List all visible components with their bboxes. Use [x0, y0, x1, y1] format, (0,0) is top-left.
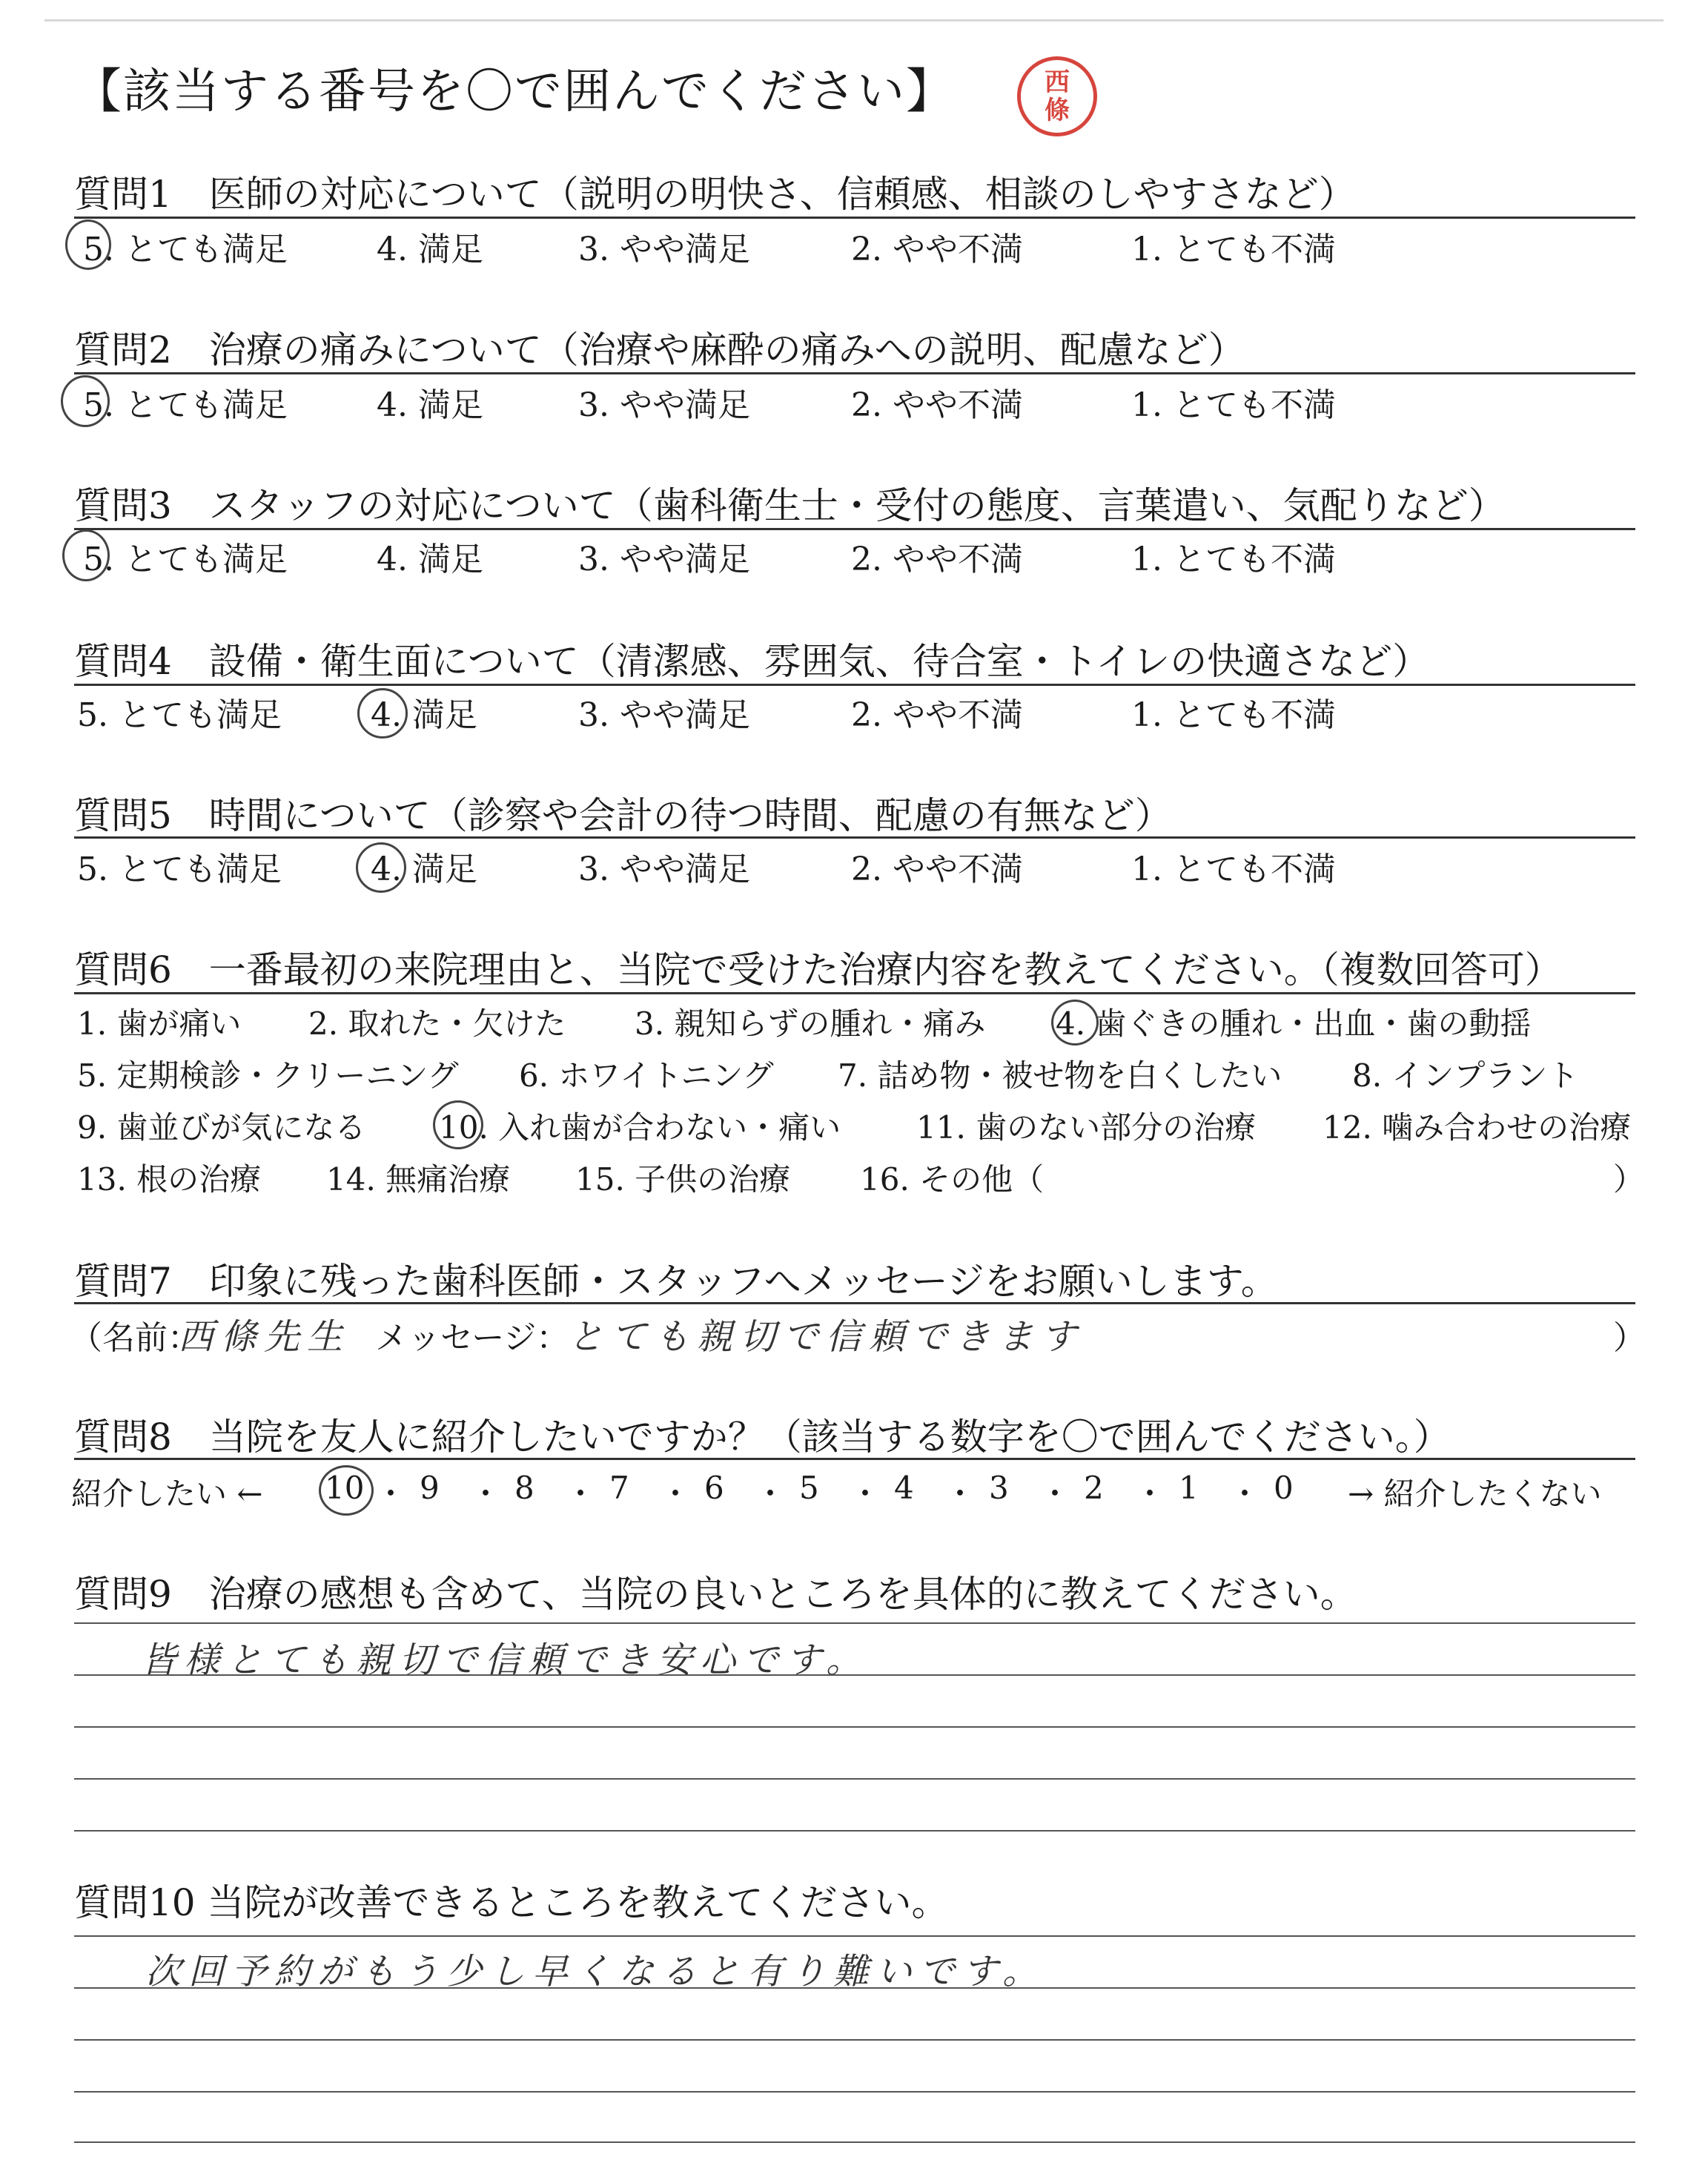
q2-option-4[interactable]: 4. 満足: [377, 386, 483, 424]
q8-scale-separator: ・: [470, 1476, 502, 1512]
stamp-char-1: 西: [1045, 67, 1070, 97]
question-5-title: 質問5 時間について（診察や会計の待つ時間、配慮の有無など）: [74, 794, 1172, 837]
q7-name-value[interactable]: 西條先生: [178, 1316, 351, 1358]
q3-selection-circle: [62, 529, 110, 581]
q2-selection-circle: [61, 375, 110, 427]
q3-option-5[interactable]: 5. とても満足: [83, 541, 288, 578]
q6-item-1[interactable]: 1. 歯が痛い: [77, 1005, 242, 1042]
q9-line-5: [74, 1830, 1635, 1832]
q2-option-3[interactable]: 3. やや満足: [578, 386, 750, 424]
q6-item-7[interactable]: 7. 詰め物・被せ物を白くしたい: [838, 1057, 1282, 1094]
q8-scale-value-6[interactable]: 6: [704, 1470, 724, 1506]
q5-option-2[interactable]: 2. やや不満: [851, 851, 1023, 888]
q10-line-4: [74, 2091, 1635, 2093]
question-2-rule: [74, 372, 1635, 374]
q8-scale-separator: ・: [850, 1476, 881, 1512]
q9-line-4: [74, 1778, 1635, 1780]
q7-message-label: メッセージ：: [375, 1319, 569, 1357]
page-title: 【該当する番号を〇で囲んでください】: [74, 65, 955, 119]
q6-item-5[interactable]: 5. 定期検診・クリーニング: [77, 1057, 459, 1094]
q3-option-4[interactable]: 4. 満足: [377, 541, 483, 578]
q10-answer[interactable]: 次回予約がもう少し早くなると有り難いです。: [145, 1951, 1046, 1992]
question-1-title: 質問1 医師の対応について（説明の明快さ、信頼感、相談のしやすさなど）: [74, 173, 1356, 216]
question-7-title: 質問7 印象に残った歯科医師・スタッフへメッセージをお願いします。: [74, 1260, 1278, 1303]
q4-option-3[interactable]: 3. やや満足: [578, 696, 750, 734]
q7-name-label: （名前：: [70, 1319, 200, 1357]
q6-other-close-paren: ）: [1613, 1161, 1645, 1198]
q8-scale-separator: ・: [944, 1476, 976, 1512]
q6-item-15[interactable]: 15. 子供の治療: [575, 1161, 791, 1198]
q8-scale-separator: ・: [565, 1476, 597, 1512]
q1-option-2[interactable]: 2. やや不満: [851, 231, 1023, 268]
q9-line-3: [74, 1726, 1635, 1728]
q10-line-1: [74, 1935, 1635, 1937]
q8-scale-separator: ・: [660, 1476, 692, 1512]
stamp-char-2: 條: [1045, 96, 1070, 125]
q6-item-11[interactable]: 11. 歯のない部分の治療: [916, 1109, 1257, 1146]
q8-scale-value-9[interactable]: 9: [420, 1470, 440, 1506]
q1-option-5[interactable]: 5. とても満足: [83, 231, 288, 268]
q8-scale-separator: ・: [1134, 1476, 1166, 1512]
question-10-title: 質問10 当院が改善できるところを教えてください。: [74, 1881, 949, 1924]
question-9-title: 質問9 治療の感想も含めて、当院の良いところを具体的に教えてください。: [74, 1573, 1357, 1616]
q6-item-13[interactable]: 13. 根の治療: [77, 1161, 262, 1198]
question-8-rule: [74, 1458, 1635, 1460]
q8-scale-value-10[interactable]: 10: [325, 1470, 365, 1506]
q8-scale-value-1[interactable]: 1: [1179, 1470, 1199, 1506]
q6-item-8[interactable]: 8. インプラント: [1352, 1057, 1579, 1094]
q10-line-3: [74, 2039, 1635, 2041]
q5-option-3[interactable]: 3. やや満足: [578, 851, 750, 888]
q9-line-1: [74, 1622, 1635, 1624]
q6-selection-circle-10: [433, 1100, 483, 1149]
question-4-rule: [74, 684, 1635, 686]
q1-option-4[interactable]: 4. 満足: [377, 231, 483, 268]
question-4-title: 質問4 設備・衛生面について（清潔感、雰囲気、待合室・トイレの快適さなど）: [74, 640, 1430, 683]
q8-scale-value-2[interactable]: 2: [1084, 1470, 1104, 1506]
q8-scale-value-8[interactable]: 8: [514, 1470, 534, 1506]
question-1-rule: [74, 217, 1635, 219]
question-5-rule: [74, 836, 1635, 839]
q5-selection-circle: [356, 842, 406, 893]
q8-scale-value-0[interactable]: 0: [1274, 1470, 1294, 1506]
q6-item-4[interactable]: 4. 歯ぐきの腫れ・出血・歯の動揺: [1056, 1005, 1532, 1042]
q8-selection-circle: [319, 1465, 374, 1516]
q4-selection-circle: [357, 688, 408, 739]
q1-option-3[interactable]: 3. やや満足: [578, 231, 750, 268]
question-3-rule: [74, 528, 1635, 530]
q5-option-4[interactable]: 4. 満足: [371, 851, 477, 888]
q8-scale-separator: ・: [1039, 1476, 1071, 1512]
q8-scale-value-3[interactable]: 3: [989, 1470, 1009, 1506]
q9-line-2: [74, 1674, 1635, 1676]
question-8-title: 質問8 当院を友人に紹介したいですか？（該当する数字を〇で囲んでください。）: [74, 1416, 1451, 1459]
q8-scale-value-5[interactable]: 5: [799, 1470, 819, 1506]
q8-scale-value-7[interactable]: 7: [609, 1470, 629, 1506]
q1-option-1[interactable]: 1. とても不満: [1131, 231, 1336, 268]
q7-close-paren: ）: [1613, 1319, 1646, 1357]
q4-option-5[interactable]: 5. とても満足: [77, 696, 282, 734]
q2-option-1[interactable]: 1. とても不満: [1131, 386, 1336, 424]
q4-option-1[interactable]: 1. とても不満: [1131, 696, 1336, 734]
q8-scale-separator: ・: [1229, 1476, 1261, 1512]
q6-item-2[interactable]: 2. 取れた・欠けた: [308, 1005, 566, 1042]
q5-option-5[interactable]: 5. とても満足: [77, 851, 282, 888]
q2-option-5[interactable]: 5. とても満足: [83, 386, 288, 424]
question-6-rule: [74, 992, 1635, 994]
q4-option-4[interactable]: 4. 満足: [371, 696, 477, 734]
q2-option-2[interactable]: 2. やや不満: [851, 386, 1023, 424]
q6-item-9[interactable]: 9. 歯並びが気になる: [77, 1109, 366, 1146]
q6-item-6[interactable]: 6. ホワイトニング: [519, 1057, 774, 1094]
q5-option-1[interactable]: 1. とても不満: [1131, 851, 1336, 888]
q6-item-3[interactable]: 3. 親知らずの腫れ・痛み: [635, 1005, 986, 1042]
question-2-title: 質問2 治療の痛みについて（治療や麻酔の痛みへの説明、配慮など）: [74, 328, 1245, 371]
question-7-rule: [74, 1302, 1635, 1304]
seal-stamp: [1017, 56, 1097, 136]
q6-item-10[interactable]: 10. 入れ歯が合わない・痛い: [439, 1109, 841, 1146]
top-border: [44, 19, 1664, 22]
q6-item-14[interactable]: 14. 無痛治療: [326, 1161, 511, 1198]
q4-option-2[interactable]: 2. やや不満: [851, 696, 1023, 734]
q8-right-label: → 紹介したくない: [1348, 1476, 1602, 1512]
q3-option-3[interactable]: 3. やや満足: [578, 541, 750, 578]
q3-option-1[interactable]: 1. とても不満: [1131, 541, 1336, 578]
question-6-title: 質問6 一番最初の来院理由と、当院で受けた治療内容を教えてください。（複数回答可）: [74, 948, 1562, 991]
q6-item-16[interactable]: 16. その他（: [860, 1161, 1045, 1198]
q9-answer[interactable]: 皆様とても親切で信頼でき安心です。: [141, 1639, 870, 1681]
q1-selection-circle: [65, 219, 111, 270]
q10-line-5: [74, 2141, 1635, 2143]
q6-selection-circle-4: [1051, 1000, 1099, 1046]
q8-left-label: 紹介したい ←: [71, 1476, 263, 1512]
q6-item-12[interactable]: 12. 噛み合わせの治療: [1323, 1109, 1632, 1146]
q8-scale-separator: ・: [755, 1476, 787, 1512]
q8-scale-value-4[interactable]: 4: [894, 1470, 914, 1506]
q8-scale-separator: ・: [375, 1476, 407, 1512]
q10-line-2: [74, 1987, 1635, 1989]
question-3-title: 質問3 スタッフの対応について（歯科衛生士・受付の態度、言葉遣い、気配りなど）: [74, 484, 1506, 527]
q7-message-value[interactable]: とても親切で信頼できます: [568, 1316, 1085, 1358]
q3-option-2[interactable]: 2. やや不満: [851, 541, 1023, 578]
